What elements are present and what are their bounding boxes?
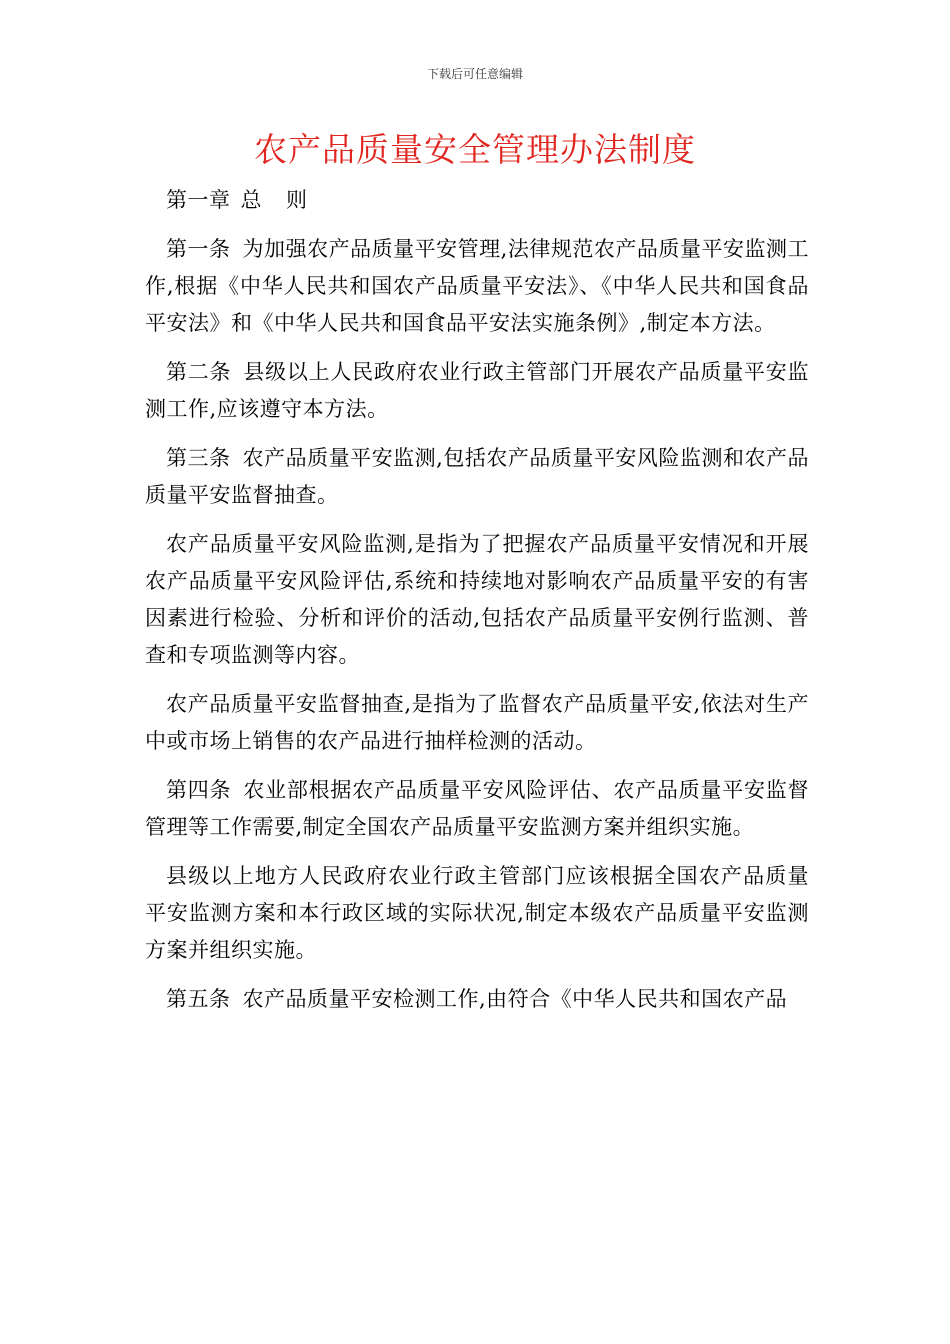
paragraph-article-4 <box>145 772 809 846</box>
article-number: 第一条 <box>166 237 231 261</box>
header-note: 下载后可任意编辑 <box>426 67 523 81</box>
chapter-label: 第一章 <box>166 188 231 212</box>
paragraph-text: 县级以上人民政府农业行政主管部门开展农产品质量平安监测工作,应该遵守本方法。 <box>145 360 810 421</box>
article-number: 第二条 <box>166 360 232 384</box>
paragraph-text: 农产品质量平安检测工作,由符合《中华人民共和国农产品 <box>242 987 788 1011</box>
article-number: 第五条 <box>166 987 231 1011</box>
paragraph-text: 为加强农产品质量平安管理,法律规范农产品质量平安监测工作,根据《中华人民共和国农产品质量平安法》、《中华人民共和国食品平安法》和《中华人民共和国食品平安法实施条例》,制定本方法。 <box>145 237 809 335</box>
chapter-word-2: 则 <box>286 188 308 212</box>
document-body <box>145 182 809 1030</box>
article-number: 第三条 <box>166 446 231 470</box>
paragraph-article-1 <box>145 231 809 342</box>
paragraph-text: 县级以上地方人民政府农业行政主管部门应该根据全国农产品质量平安监测方案和本行政区域的实际状况,制定本级农产品质量平安监测方案并组织实施。 <box>145 864 809 962</box>
paragraph-supervision-check <box>145 686 809 760</box>
paragraph-risk-monitoring <box>145 526 809 674</box>
paragraph-text: 农产品质量平安风险监测,是指为了把握农产品质量平安情况和开展农产品质量平安风险评估,系统和持续地对影响农产品质量平安的有害因素进行检验、分析和评价的活动,包括农产品质量平安例行监测、普查和专项监测等内容。 <box>145 532 809 667</box>
paragraph-article-5 <box>145 981 809 1018</box>
paragraph-local-plan <box>145 858 809 969</box>
document-title: 农产品质量安全管理办法制度 <box>254 130 696 169</box>
paragraph-text: 农产品质量平安监测,包括农产品质量平安风险监测和农产品质量平安监督抽查。 <box>145 446 809 507</box>
paragraph-text: 农业部根据农产品质量平安风险评估、农产品质量平安监督管理等工作需要,制定全国农产品质量平安监测方案并组织实施。 <box>145 778 810 839</box>
paragraph-article-2 <box>145 354 809 428</box>
paragraph-article-3 <box>145 440 809 514</box>
chapter-word-1: 总 <box>240 188 262 212</box>
article-number: 第四条 <box>166 778 232 802</box>
paragraph-text: 农产品质量平安监督抽查,是指为了监督农产品质量平安,依法对生产中或市场上销售的农产品进行抽样检测的活动。 <box>145 692 809 753</box>
chapter-heading <box>145 182 809 219</box>
